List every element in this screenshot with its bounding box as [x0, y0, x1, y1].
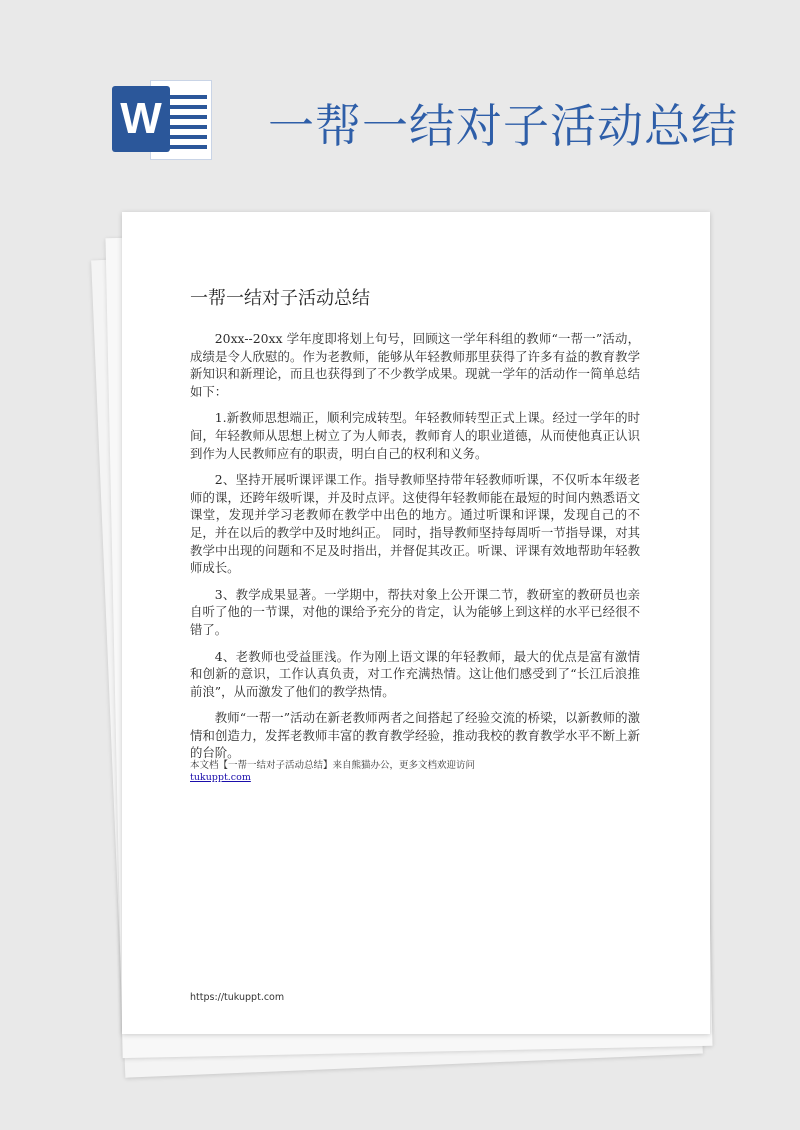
- header: [0, 0, 800, 200]
- paragraph-point-3: 3、教学成果显著。一学期中，帮扶对象上公开课二节，教研室的教研员也亲自听了他的一节课，对他的课给予充分的肯定，认为能够上到这样的水平已经很不错了。: [190, 586, 640, 637]
- source-note-text: 本文档【一帮一结对子活动总结】来自熊猫办公，更多文档欢迎访问: [190, 760, 476, 771]
- paragraph-point-4: 4、老教师也受益匪浅。作为刚上语文课的年轻教师，最大的优点是富有激情和创新的意识，工作认真负责，对工作充满热情。这让他们感受到了“长江后浪推前浪”，从而激发了他们的教学热情。: [190, 648, 640, 699]
- paragraph-point-2: 2、坚持开展听课评课工作。指导教师坚持带年轻教师听课，不仅听本年级老师的课，还跨年级听课，并及时点评。这使得年轻教师能在最短的时间内熟悉语文课堂，发现并学习老教师在教学中出色的地方。通过听课和评课，发现自己的不足，并在以后的教学中及时地纠正。 同时，指导教师坚持每周听一节指导课，对其教学中出现的问题和不足及时指出，并督促其改正。听课、评课有效地帮助年轻教师成长。: [190, 472, 641, 576]
- word-w-badge: W: [112, 86, 170, 152]
- source-note: [190, 760, 640, 784]
- document-title: 一帮一结对子活动总结: [190, 288, 370, 309]
- word-document-icon: [112, 78, 212, 160]
- footer-link[interactable]: https://tukuppt.com: [190, 992, 285, 1003]
- source-link[interactable]: tukuppt.com: [190, 772, 251, 783]
- document-body: [190, 330, 640, 771]
- paragraph-intro: 20xx--20xx 学年度即将划上句号，回顾这一学年科组的教师“一帮一”活动，成绩是令人欣慰的。作为老教师，能够从年轻教师那里获得了许多有益的教育教学新知识和新理论，而且也获得到了不少教学成果。现就一学年的活动作一简单总结如下：: [190, 331, 640, 399]
- page-title: 一帮一结对子活动总结: [268, 99, 738, 153]
- paragraph-conclusion: 教师“一帮一”活动在新老教师两者之间搭起了经验交流的桥梁，以新教师的激情和创造力，发挥老教师丰富的教育教学经验，推动我校的教育教学水平不断上新的台阶。: [190, 710, 640, 761]
- paragraph-point-1: 1.新教师思想端正，顺利完成转型。年轻教师转型正式上课。经过一学年的时间，年轻教师从思想上树立了为人师表，教师育人的职业道德，从而使他真正认识到作为人民教师应有的职责，明白自己的权利和义务。: [190, 410, 640, 461]
- document-page: [122, 212, 710, 1034]
